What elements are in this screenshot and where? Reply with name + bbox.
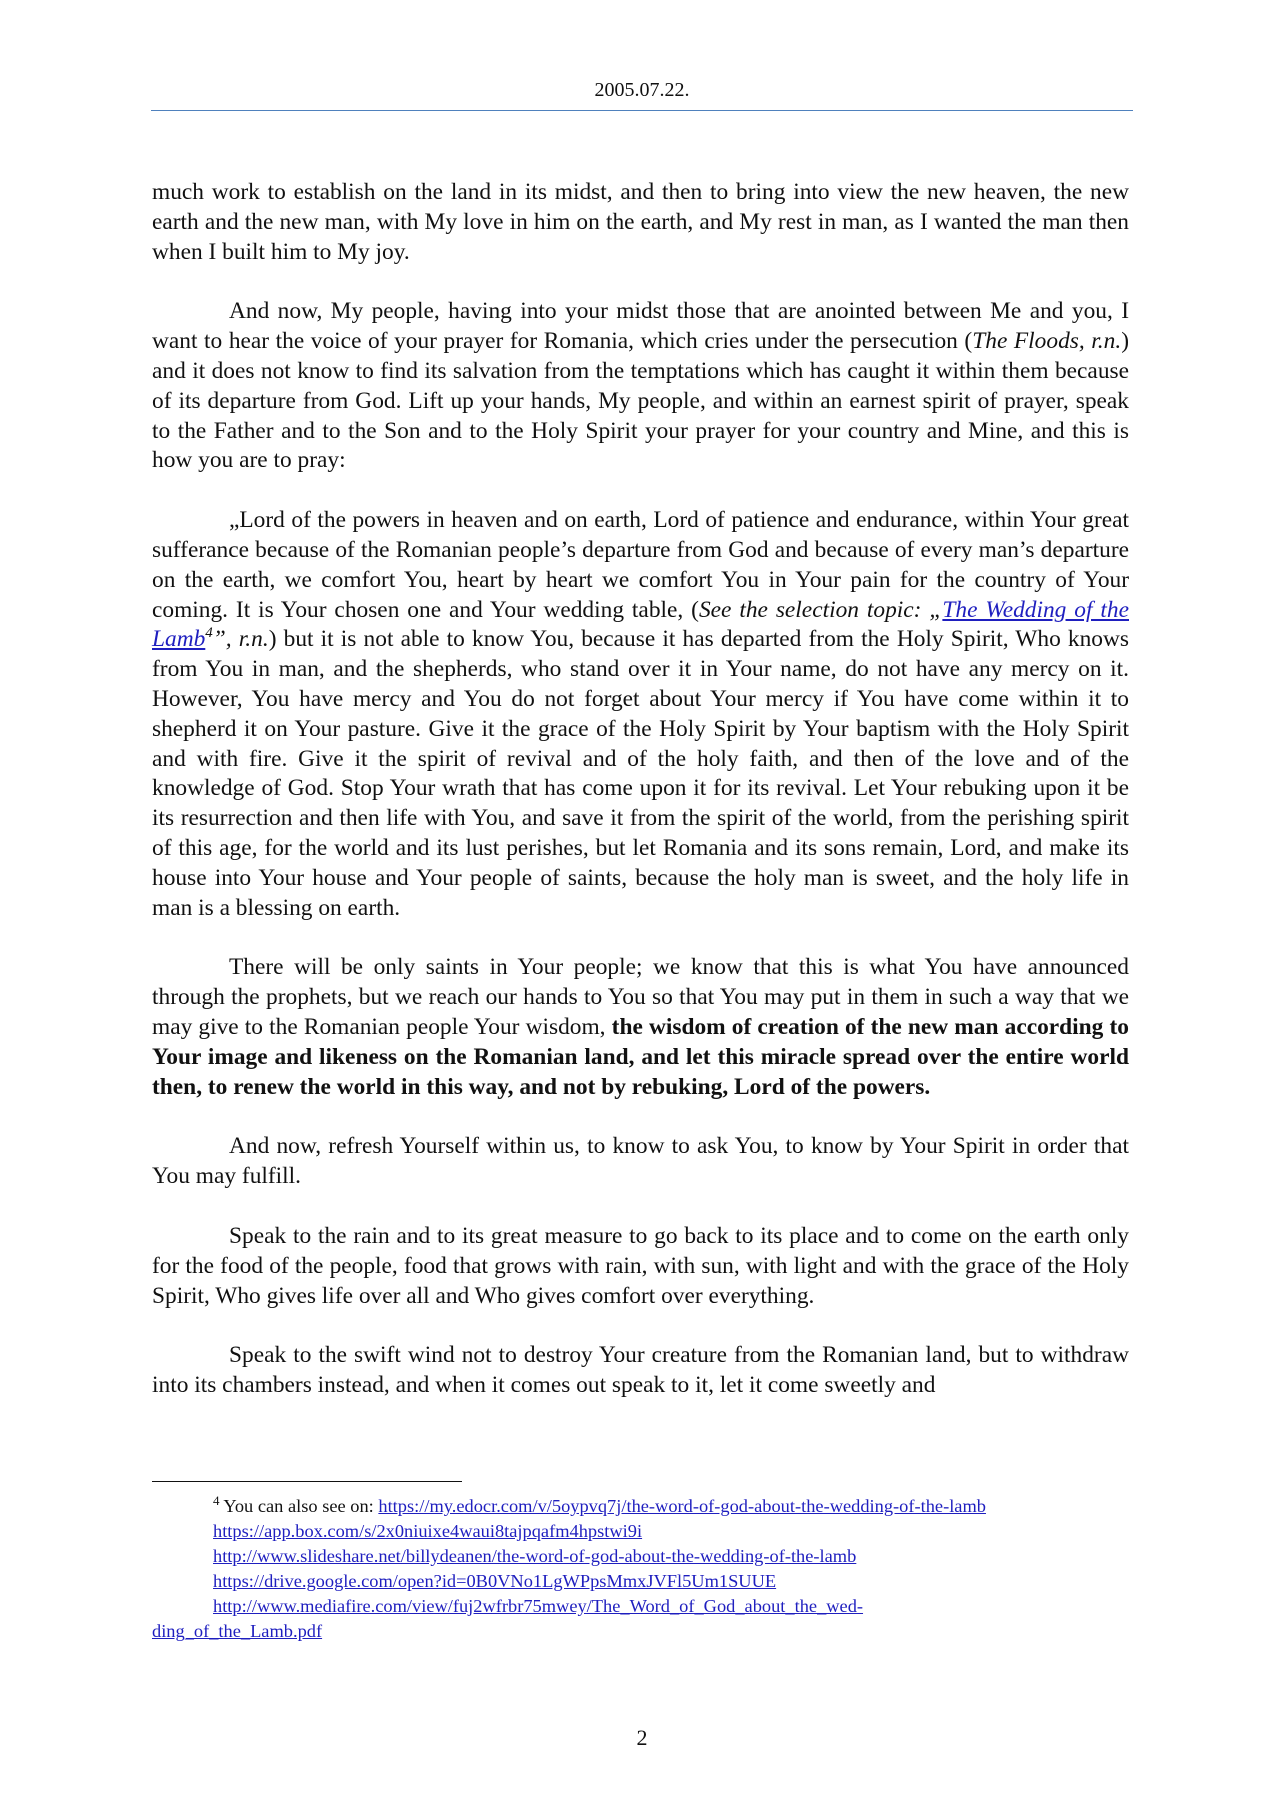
- footnote-link-mediafire[interactable]: http://www.mediafire.com/view/fuj2wfrbr75mwey/The_Word_of_God_about_the_wed-: [213, 1596, 864, 1616]
- paragraph-3-italic-ref-text: See the selection topic: „: [698, 596, 943, 623]
- paragraph-2: [152, 297, 1129, 476]
- wedding-of-the-lamb-link[interactable]: The Wedding of the Lamb: [152, 596, 1129, 653]
- paragraph-7-text: Speak to the swift wind not to destroy Your creature from the Romanian land, but to withdraw into its chambers instead, and when it comes out speak to it, let it come sweetly and: [152, 1342, 1129, 1399]
- paragraph-4: [152, 953, 1129, 1102]
- paragraph-1: [152, 178, 1129, 267]
- footnote-link-google-drive[interactable]: https://drive.google.com/open?id=0B0VNo1LgWPpsMmxJVFl5Um1SUUE: [213, 1571, 777, 1591]
- paragraph-2-text-b: ) and it does not know to find its salvation from the temptations which has caught it within them because of its departure from God. Lift up your hands, My people, and within an earnest spirit of prayer, speak to the Father and to the Son and to the Holy Spirit your prayer for your country and Mine, and this is how you are to pray:: [152, 328, 1129, 474]
- paragraph-5-text: And now, refresh Yourself within us, to know to ask You, to know by Your Spirit in order that You may fulfill.: [152, 1133, 1129, 1190]
- footnote-separator: [152, 1481, 462, 1482]
- footnote-link-slideshare[interactable]: http://www.slideshare.net/billydeanen/the-word-of-god-about-the-wedding-of-the-lamb: [213, 1546, 857, 1566]
- paragraph-3-text-a: „Lord of the powers in heaven and on earth, Lord of patience and endurance, within Your great sufferance because of the Romanian people’s departure from God and because of every man’s departure on the earth, we comfort You, heart by heart we comfort You in Your pain for the country of Your coming. It is Your chosen one and Your wedding table, (: [152, 507, 1129, 623]
- page-number: 2: [636, 1725, 648, 1750]
- footnote-link-box[interactable]: https://app.box.com/s/2x0niuixe4waui8tajpqafm4hpstwi9i: [213, 1521, 643, 1541]
- footnote-line: [152, 1519, 1129, 1544]
- paragraph-3: [152, 506, 1129, 923]
- paragraph-6: [152, 1222, 1129, 1311]
- footnote-ref-4[interactable]: 4: [205, 625, 213, 642]
- footnote-line: [152, 1619, 1129, 1644]
- paragraph-2-text-a: And now, My people, having into your midst those that are anointed between Me and you, I want to hear the voice of your prayer for Romania, which cries under the persecution (: [152, 298, 1129, 355]
- footnote-link-edocr[interactable]: https://my.edocr.com/v/5oypvq7j/the-word-of-god-about-the-wedding-of-the-lamb: [378, 1496, 986, 1516]
- footnote-4: [152, 1494, 1129, 1644]
- footnote-link-mediafire-cont[interactable]: ding_of_the_Lamb.pdf: [152, 1621, 323, 1641]
- footnote-line: [152, 1544, 1129, 1569]
- footnote-line: [152, 1494, 1129, 1519]
- paragraph-6-text: Speak to the rain and to its great measure to go back to its place and to come on the earth only for the food of the people, food that grows with rain, with sun, with light and with the grace of the Holy Spirit, Who gives life over all and Who gives comfort over everything.: [152, 1222, 1129, 1309]
- paragraph-5: [152, 1132, 1129, 1192]
- header-rule: [151, 110, 1133, 111]
- paragraph-4-bold-text: the wisdom of creation of the new man according to Your image and likeness on the Romanian land, and let this miracle spread over the entire world then, to renew the world in this way, and not by rebuking, Lord of the powers.: [152, 1013, 1129, 1100]
- paragraph-4-text-a: There will be only saints in Your people; we know that this is what You have announced through the prophets, but we reach our hands to You so that You may put in them in such a way that we may give to the Romanian people Your wisdom,: [152, 954, 1129, 1040]
- footnote-line: [152, 1569, 1129, 1594]
- paragraph-3-text-b: ) but it is not able to know You, because it has departed from the Holy Spirit, Who knows from You in man, and the shepherds, who stand over it in Your name, do not have any mercy on it. However, You have mercy and You do not forget about Your mercy if You have come within it to shepherd it on Your pasture. Give it the grace of the Holy Spirit by Your baptism with the Holy Spirit and with fire. Give it the spirit of revival and of the holy faith, and then of the love and of the knowledge of God. Stop Your wrath that has come upon it for its revival. Let Your rebuking upon it be its resurrection and then life with You, and save it from the spirit of the world, from the perishing spirit of this age, for the world and its lust perishes, but let Romania and its sons remain, Lord, and make its house into Your house and Your people of saints, because the holy man is sweet, and the holy life in man is a blessing on earth.: [152, 626, 1129, 921]
- footnote-intro: You can also see on:: [223, 1496, 379, 1516]
- footnote-line: [152, 1594, 1129, 1619]
- paragraph-1-text: much work to establish on the land in its midst, and then to bring into view the new heaven, the new earth and the new man, with My love in him on the earth, and My rest in man, as I wanted the man then when I built him to My joy.: [152, 179, 1129, 265]
- paragraph-3-italic-ref-end: ”, r.n.: [212, 626, 269, 653]
- footnote-number: 4: [213, 1492, 220, 1508]
- paragraph-7: [152, 1341, 1129, 1401]
- paragraph-2-italic-note: The Floods, r.n.: [972, 328, 1122, 355]
- page-header-date: 2005.07.22.: [594, 79, 690, 101]
- document-body: [152, 178, 1129, 1431]
